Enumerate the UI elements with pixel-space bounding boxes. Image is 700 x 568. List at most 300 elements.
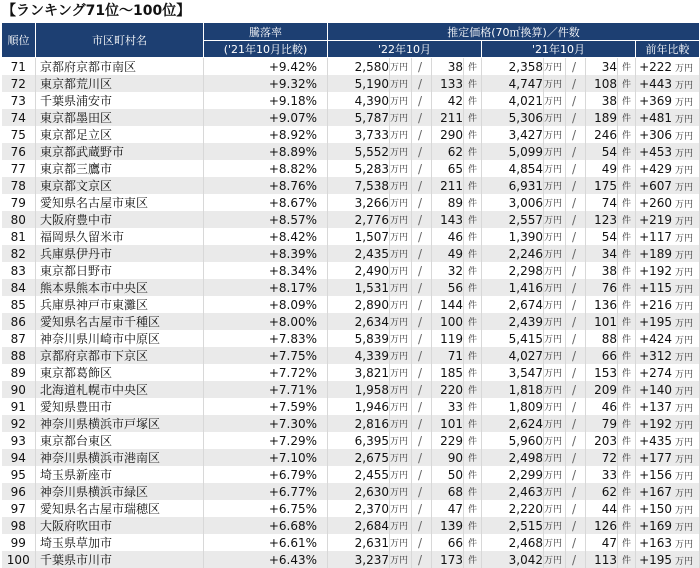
- unit-man-label: 万円: [390, 500, 412, 517]
- slash-label: /: [566, 347, 586, 364]
- price-2022-cell: 3,821: [328, 364, 390, 381]
- price-2022-cell: 2,435: [328, 245, 390, 262]
- table-row: [2, 398, 700, 415]
- count-2021-cell: 101: [586, 313, 618, 330]
- unit-man-label: 万円: [390, 92, 412, 109]
- slash-label: /: [412, 551, 432, 568]
- price-2021-cell: 6,931: [482, 177, 544, 194]
- rank-cell: 73: [2, 92, 36, 109]
- count-2021-cell: 34: [586, 245, 618, 262]
- slash-label: /: [566, 160, 586, 177]
- count-2021-cell: 79: [586, 415, 618, 432]
- name-cell: 千葉県市川市: [36, 551, 204, 568]
- count-2021-cell: 203: [586, 432, 618, 449]
- unit-man-label: 万円: [390, 398, 412, 415]
- name-cell: 京都府京都市南区: [36, 58, 204, 76]
- diff-cell: [636, 347, 700, 364]
- count-2021-cell: 49: [586, 160, 618, 177]
- price-2021-cell: 2,674: [482, 296, 544, 313]
- price-2022-cell: 5,839: [328, 330, 390, 347]
- slash-label: /: [412, 109, 432, 126]
- count-2021-cell: 113: [586, 551, 618, 568]
- unit-ken-label: 件: [464, 177, 482, 194]
- unit-man-label: 万円: [390, 143, 412, 160]
- slash-label: /: [566, 381, 586, 398]
- unit-man-label: 万円: [672, 302, 693, 312]
- slash-label: /: [412, 143, 432, 160]
- slash-label: /: [412, 228, 432, 245]
- rank-cell: 80: [2, 211, 36, 228]
- diff-cell: [636, 75, 700, 92]
- unit-ken-label: 件: [618, 58, 636, 76]
- diff-value: +195: [639, 553, 672, 567]
- count-2022-cell: 119: [432, 330, 464, 347]
- unit-man-label: 万円: [544, 466, 566, 483]
- price-2022-cell: 2,630: [328, 483, 390, 500]
- name-cell: 東京都文京区: [36, 177, 204, 194]
- header-name: 市区町村名: [36, 23, 204, 58]
- unit-ken-label: 件: [464, 109, 482, 126]
- rate-cell: +7.10%: [204, 449, 328, 466]
- unit-ken-label: 件: [618, 364, 636, 381]
- diff-value: +312: [639, 349, 672, 363]
- price-2021-cell: 2,358: [482, 58, 544, 76]
- header-2022: '22年10月: [328, 41, 482, 58]
- count-2021-cell: 246: [586, 126, 618, 143]
- unit-man-label: 万円: [390, 211, 412, 228]
- rate-cell: +6.61%: [204, 534, 328, 551]
- unit-ken-label: 件: [464, 296, 482, 313]
- count-2021-cell: 72: [586, 449, 618, 466]
- diff-value: +481: [639, 111, 672, 125]
- unit-man-label: 万円: [390, 296, 412, 313]
- count-2022-cell: 143: [432, 211, 464, 228]
- table-row: [2, 534, 700, 551]
- name-cell: 愛知県名古屋市瑞穂区: [36, 500, 204, 517]
- unit-man-label: 万円: [672, 438, 693, 448]
- unit-man-label: 万円: [390, 517, 412, 534]
- diff-value: +216: [639, 298, 672, 312]
- unit-ken-label: 件: [618, 143, 636, 160]
- table-row: [2, 109, 700, 126]
- unit-man-label: 万円: [544, 228, 566, 245]
- unit-man-label: 万円: [672, 115, 693, 125]
- diff-cell: [636, 58, 700, 76]
- price-2022-cell: 1,958: [328, 381, 390, 398]
- slash-label: /: [412, 415, 432, 432]
- diff-cell: [636, 143, 700, 160]
- rank-cell: 88: [2, 347, 36, 364]
- price-2021-cell: 4,027: [482, 347, 544, 364]
- unit-man-label: 万円: [544, 551, 566, 568]
- price-2022-cell: 2,675: [328, 449, 390, 466]
- name-cell: 埼玉県新座市: [36, 466, 204, 483]
- rank-cell: 82: [2, 245, 36, 262]
- diff-value: +117: [639, 230, 672, 244]
- count-2022-cell: 101: [432, 415, 464, 432]
- rank-cell: 79: [2, 194, 36, 211]
- unit-man-label: 万円: [672, 404, 693, 414]
- diff-cell: [636, 194, 700, 211]
- count-2022-cell: 185: [432, 364, 464, 381]
- unit-man-label: 万円: [390, 534, 412, 551]
- count-2021-cell: 33: [586, 466, 618, 483]
- diff-cell: [636, 449, 700, 466]
- rate-cell: +8.17%: [204, 279, 328, 296]
- unit-ken-label: 件: [464, 194, 482, 211]
- unit-man-label: 万円: [390, 160, 412, 177]
- diff-cell: [636, 262, 700, 279]
- price-2022-cell: 1,946: [328, 398, 390, 415]
- rate-cell: +6.75%: [204, 500, 328, 517]
- rate-cell: +8.00%: [204, 313, 328, 330]
- price-2022-cell: 5,190: [328, 75, 390, 92]
- diff-value: +192: [639, 417, 672, 431]
- unit-man-label: 万円: [390, 483, 412, 500]
- unit-ken-label: 件: [618, 483, 636, 500]
- unit-ken-label: 件: [464, 432, 482, 449]
- rate-cell: +9.42%: [204, 58, 328, 76]
- price-2022-cell: 7,538: [328, 177, 390, 194]
- unit-ken-label: 件: [464, 279, 482, 296]
- rate-cell: +8.09%: [204, 296, 328, 313]
- table-row: [2, 347, 700, 364]
- table-row: [2, 92, 700, 109]
- name-cell: 福岡県久留米市: [36, 228, 204, 245]
- unit-man-label: 万円: [672, 506, 693, 516]
- count-2022-cell: 47: [432, 500, 464, 517]
- unit-ken-label: 件: [464, 381, 482, 398]
- unit-ken-label: 件: [618, 279, 636, 296]
- count-2022-cell: 229: [432, 432, 464, 449]
- diff-cell: [636, 534, 700, 551]
- table-body: [2, 58, 700, 568]
- price-2021-cell: 3,042: [482, 551, 544, 568]
- diff-value: +156: [639, 468, 672, 482]
- count-2022-cell: 33: [432, 398, 464, 415]
- diff-value: +369: [639, 94, 672, 108]
- unit-man-label: 万円: [390, 313, 412, 330]
- rank-cell: 85: [2, 296, 36, 313]
- diff-value: +163: [639, 536, 672, 550]
- unit-man-label: 万円: [672, 200, 693, 210]
- price-2022-cell: 2,580: [328, 58, 390, 76]
- count-2022-cell: 38: [432, 58, 464, 76]
- table-row: [2, 432, 700, 449]
- slash-label: /: [566, 330, 586, 347]
- unit-man-label: 万円: [544, 58, 566, 76]
- header-rank: 順位: [2, 23, 36, 58]
- unit-man-label: 万円: [544, 177, 566, 194]
- unit-ken-label: 件: [464, 449, 482, 466]
- table-row: [2, 126, 700, 143]
- slash-label: /: [566, 245, 586, 262]
- header-2021: '21年10月: [482, 41, 636, 58]
- slash-label: /: [412, 466, 432, 483]
- diff-value: +150: [639, 502, 672, 516]
- table-row: [2, 517, 700, 534]
- unit-man-label: 万円: [672, 81, 693, 91]
- diff-cell: [636, 177, 700, 194]
- header-price-group: 推定価格(70㎡換算)／件数: [328, 23, 700, 41]
- count-2022-cell: 66: [432, 534, 464, 551]
- unit-man-label: 万円: [390, 228, 412, 245]
- name-cell: 神奈川県横浜市緑区: [36, 483, 204, 500]
- diff-value: +195: [639, 315, 672, 329]
- unit-ken-label: 件: [464, 228, 482, 245]
- rank-cell: 100: [2, 551, 36, 568]
- diff-value: +222: [639, 60, 672, 74]
- name-cell: 東京都台東区: [36, 432, 204, 449]
- slash-label: /: [412, 58, 432, 76]
- unit-ken-label: 件: [618, 194, 636, 211]
- name-cell: 埼玉県草加市: [36, 534, 204, 551]
- diff-value: +429: [639, 162, 672, 176]
- unit-ken-label: 件: [464, 483, 482, 500]
- unit-ken-label: 件: [618, 177, 636, 194]
- table-row: [2, 177, 700, 194]
- slash-label: /: [566, 92, 586, 109]
- rank-cell: 99: [2, 534, 36, 551]
- diff-value: +177: [639, 451, 672, 465]
- table-row: [2, 381, 700, 398]
- table-row: [2, 330, 700, 347]
- unit-ken-label: 件: [464, 466, 482, 483]
- price-2022-cell: 2,816: [328, 415, 390, 432]
- price-2021-cell: 2,220: [482, 500, 544, 517]
- unit-ken-label: 件: [618, 449, 636, 466]
- unit-ken-label: 件: [464, 143, 482, 160]
- price-2021-cell: 1,809: [482, 398, 544, 415]
- diff-value: +192: [639, 264, 672, 278]
- diff-value: +219: [639, 213, 672, 227]
- diff-cell: [636, 466, 700, 483]
- unit-ken-label: 件: [618, 313, 636, 330]
- unit-man-label: 万円: [672, 523, 693, 533]
- diff-cell: [636, 92, 700, 109]
- diff-cell: [636, 245, 700, 262]
- unit-man-label: 万円: [672, 472, 693, 482]
- diff-cell: [636, 160, 700, 177]
- count-2022-cell: 42: [432, 92, 464, 109]
- page-title: 【ランキング71位～100位】: [0, 0, 700, 22]
- unit-ken-label: 件: [618, 415, 636, 432]
- price-2022-cell: 5,787: [328, 109, 390, 126]
- unit-ken-label: 件: [464, 126, 482, 143]
- unit-ken-label: 件: [464, 517, 482, 534]
- rank-cell: 91: [2, 398, 36, 415]
- slash-label: /: [566, 364, 586, 381]
- unit-man-label: 万円: [544, 126, 566, 143]
- diff-cell: [636, 483, 700, 500]
- price-2022-cell: 6,395: [328, 432, 390, 449]
- name-cell: 愛知県名古屋市千種区: [36, 313, 204, 330]
- table-row: [2, 228, 700, 245]
- name-cell: 東京都葛飾区: [36, 364, 204, 381]
- diff-value: +260: [639, 196, 672, 210]
- count-2021-cell: 54: [586, 228, 618, 245]
- diff-value: +140: [639, 383, 672, 397]
- price-2022-cell: 5,283: [328, 160, 390, 177]
- unit-man-label: 万円: [544, 194, 566, 211]
- slash-label: /: [412, 364, 432, 381]
- count-2022-cell: 62: [432, 143, 464, 160]
- header-rate: 騰落率: [204, 23, 328, 41]
- price-2021-cell: 2,439: [482, 313, 544, 330]
- count-2021-cell: 46: [586, 398, 618, 415]
- unit-man-label: 万円: [672, 455, 693, 465]
- unit-man-label: 万円: [672, 234, 693, 244]
- rate-cell: +8.67%: [204, 194, 328, 211]
- table-row: [2, 211, 700, 228]
- slash-label: /: [412, 177, 432, 194]
- price-2021-cell: 4,021: [482, 92, 544, 109]
- slash-label: /: [412, 279, 432, 296]
- rate-cell: +7.75%: [204, 347, 328, 364]
- name-cell: 東京都足立区: [36, 126, 204, 143]
- diff-value: +453: [639, 145, 672, 159]
- rate-cell: +8.34%: [204, 262, 328, 279]
- unit-man-label: 万円: [390, 415, 412, 432]
- rate-cell: +8.89%: [204, 143, 328, 160]
- diff-value: +167: [639, 485, 672, 499]
- unit-man-label: 万円: [390, 194, 412, 211]
- count-2021-cell: 108: [586, 75, 618, 92]
- table-row: [2, 415, 700, 432]
- slash-label: /: [566, 415, 586, 432]
- unit-ken-label: 件: [618, 551, 636, 568]
- name-cell: 熊本県熊本市中央区: [36, 279, 204, 296]
- unit-man-label: 万円: [390, 347, 412, 364]
- price-2022-cell: 3,733: [328, 126, 390, 143]
- unit-man-label: 万円: [390, 466, 412, 483]
- name-cell: 北海道札幌市中央区: [36, 381, 204, 398]
- unit-man-label: 万円: [544, 245, 566, 262]
- unit-ken-label: 件: [618, 245, 636, 262]
- price-2021-cell: 2,299: [482, 466, 544, 483]
- slash-label: /: [566, 398, 586, 415]
- unit-man-label: 万円: [390, 330, 412, 347]
- price-2022-cell: 3,266: [328, 194, 390, 211]
- unit-man-label: 万円: [390, 262, 412, 279]
- price-2021-cell: 4,854: [482, 160, 544, 177]
- slash-label: /: [566, 211, 586, 228]
- rank-cell: 83: [2, 262, 36, 279]
- unit-ken-label: 件: [464, 398, 482, 415]
- diff-value: +435: [639, 434, 672, 448]
- table-row: [2, 75, 700, 92]
- name-cell: 東京都武蔵野市: [36, 143, 204, 160]
- unit-man-label: 万円: [544, 296, 566, 313]
- table-row: [2, 194, 700, 211]
- unit-man-label: 万円: [672, 353, 693, 363]
- unit-man-label: 万円: [672, 285, 693, 295]
- count-2022-cell: 50: [432, 466, 464, 483]
- unit-man-label: 万円: [544, 381, 566, 398]
- diff-cell: [636, 364, 700, 381]
- rate-cell: +9.32%: [204, 75, 328, 92]
- unit-man-label: 万円: [672, 489, 693, 499]
- unit-man-label: 万円: [390, 177, 412, 194]
- unit-man-label: 万円: [544, 92, 566, 109]
- count-2021-cell: 44: [586, 500, 618, 517]
- unit-man-label: 万円: [672, 557, 693, 567]
- price-2021-cell: 5,306: [482, 109, 544, 126]
- rate-cell: +9.07%: [204, 109, 328, 126]
- unit-man-label: 万円: [672, 421, 693, 431]
- rank-cell: 98: [2, 517, 36, 534]
- diff-value: +443: [639, 77, 672, 91]
- slash-label: /: [412, 160, 432, 177]
- table-row: [2, 245, 700, 262]
- unit-man-label: 万円: [544, 211, 566, 228]
- slash-label: /: [566, 228, 586, 245]
- table-row: [2, 296, 700, 313]
- price-2021-cell: 3,427: [482, 126, 544, 143]
- diff-value: +306: [639, 128, 672, 142]
- unit-man-label: 万円: [390, 245, 412, 262]
- rank-cell: 92: [2, 415, 36, 432]
- unit-man-label: 万円: [544, 347, 566, 364]
- slash-label: /: [412, 313, 432, 330]
- rank-cell: 76: [2, 143, 36, 160]
- unit-ken-label: 件: [618, 347, 636, 364]
- unit-man-label: 万円: [672, 336, 693, 346]
- price-2022-cell: 2,631: [328, 534, 390, 551]
- price-2022-cell: 2,890: [328, 296, 390, 313]
- count-2022-cell: 56: [432, 279, 464, 296]
- rank-cell: 72: [2, 75, 36, 92]
- count-2022-cell: 173: [432, 551, 464, 568]
- count-2021-cell: 47: [586, 534, 618, 551]
- slash-label: /: [412, 483, 432, 500]
- price-2021-cell: 2,515: [482, 517, 544, 534]
- unit-man-label: 万円: [544, 364, 566, 381]
- slash-label: /: [566, 551, 586, 568]
- price-2022-cell: 3,237: [328, 551, 390, 568]
- rate-cell: +8.57%: [204, 211, 328, 228]
- count-2021-cell: 54: [586, 143, 618, 160]
- slash-label: /: [566, 279, 586, 296]
- slash-label: /: [412, 500, 432, 517]
- table-row: [2, 262, 700, 279]
- price-2021-cell: 2,463: [482, 483, 544, 500]
- unit-man-label: 万円: [544, 143, 566, 160]
- slash-label: /: [566, 534, 586, 551]
- diff-cell: [636, 551, 700, 568]
- slash-label: /: [412, 432, 432, 449]
- count-2021-cell: 123: [586, 211, 618, 228]
- slash-label: /: [566, 262, 586, 279]
- diff-cell: [636, 126, 700, 143]
- count-2021-cell: 38: [586, 262, 618, 279]
- count-2021-cell: 189: [586, 109, 618, 126]
- rate-cell: +8.82%: [204, 160, 328, 177]
- price-2021-cell: 2,498: [482, 449, 544, 466]
- slash-label: /: [412, 449, 432, 466]
- diff-value: +169: [639, 519, 672, 533]
- unit-ken-label: 件: [464, 262, 482, 279]
- unit-ken-label: 件: [618, 228, 636, 245]
- unit-ken-label: 件: [464, 500, 482, 517]
- slash-label: /: [566, 500, 586, 517]
- slash-label: /: [412, 517, 432, 534]
- count-2022-cell: 46: [432, 228, 464, 245]
- unit-man-label: 万円: [544, 415, 566, 432]
- count-2022-cell: 49: [432, 245, 464, 262]
- rank-cell: 93: [2, 432, 36, 449]
- name-cell: 愛知県豊田市: [36, 398, 204, 415]
